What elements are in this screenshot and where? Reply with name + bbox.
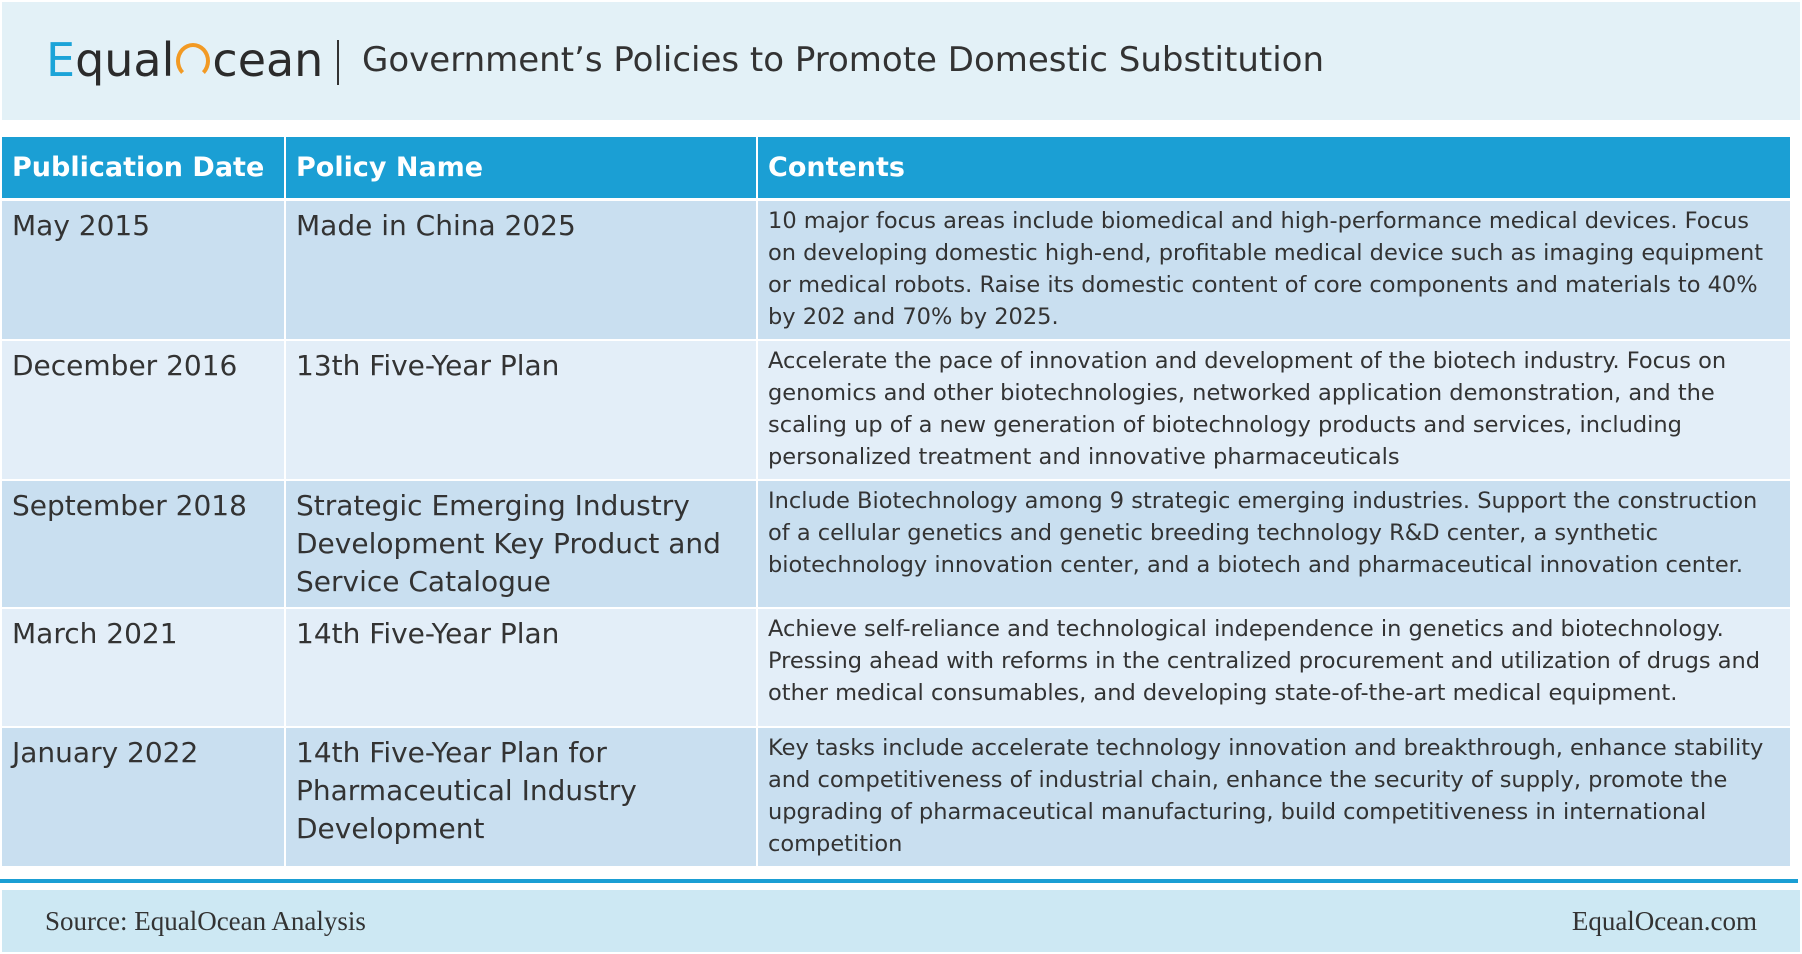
- cell-date: May 2015: [2, 199, 285, 340]
- cell-date: March 2021: [2, 608, 285, 727]
- cell-date: December 2016: [2, 340, 285, 480]
- cell-contents: Include Biotechnology among 9 strategic emerging industries. Support the construction of a cellular genetics and genetic breeding technology R&D center, a synthetic biotechnology innovation center, and a biotech and pharmaceutical innovation center.: [757, 480, 1790, 608]
- cell-date: January 2022: [2, 727, 285, 867]
- logo-o-icon: [176, 43, 210, 79]
- column-header-contents: Contents: [757, 137, 1790, 199]
- cell-policy-name: 14th Five-Year Plan for Pharmaceutical Industry Development: [285, 727, 757, 867]
- cell-contents: Accelerate the pace of innovation and development of the biotech industry. Focus on genomics and other biotechnologies, networked application demonstration, and the scaling up of a new generation of biotechnology products and services, including personalized treatment and innovative pharmaceuticals: [757, 340, 1790, 480]
- column-header-policy-name: Policy Name: [285, 137, 757, 199]
- cell-policy-name: 14th Five-Year Plan: [285, 608, 757, 727]
- logo-text-cean: cean: [212, 33, 324, 87]
- table-row: [2, 727, 1790, 867]
- policy-table: [2, 137, 1790, 868]
- header-divider: [337, 40, 339, 85]
- table-header-row: [2, 137, 1790, 199]
- table-row: [2, 199, 1790, 340]
- logo-letter-e: E: [46, 33, 76, 87]
- column-header-publication-date: Publication Date: [2, 137, 285, 199]
- cell-date: September 2018: [2, 480, 285, 608]
- source-note: Source: EqualOcean Analysis: [45, 906, 366, 936]
- cell-contents: 10 major focus areas include biomedical and high-performance medical devices. Focus on developing domestic high-end, profitable medical device such as imaging equipment or medical robots. Raise its domestic content of core components and materials to 40% by 202 and 70% by 2025.: [757, 199, 1790, 340]
- header-band: [2, 2, 1800, 120]
- cell-contents: Key tasks include accelerate technology innovation and breakthrough, enhance stability and competitiveness of industrial chain, enhance the security of supply, promote the upgrading of pharmaceutical manufacturing, build competitiveness in international competition: [757, 727, 1790, 867]
- site-url: EqualOcean.com: [1571, 906, 1757, 936]
- cell-policy-name: Made in China 2025: [285, 199, 757, 340]
- cell-contents: Achieve self-reliance and technological independence in genetics and biotechnology. Pressing ahead with reforms in the centralized procurement and utilization of drugs and other medical consumables, and developing state-of-the-art medical equipment.: [757, 608, 1790, 727]
- cell-policy-name: Strategic Emerging Industry Development Key Product and Service Catalogue: [285, 480, 757, 608]
- footer-band: [2, 890, 1800, 952]
- cell-policy-name: 13th Five-Year Plan: [285, 340, 757, 480]
- table-row: [2, 480, 1790, 608]
- table-row: [2, 340, 1790, 480]
- table-row: [2, 608, 1790, 727]
- page-title: Government’s Policies to Promote Domestic Substitution: [362, 40, 1325, 80]
- logo-text-qual: qual: [75, 33, 175, 87]
- equalocean-logo: [46, 32, 323, 88]
- footer-divider: [0, 879, 1798, 883]
